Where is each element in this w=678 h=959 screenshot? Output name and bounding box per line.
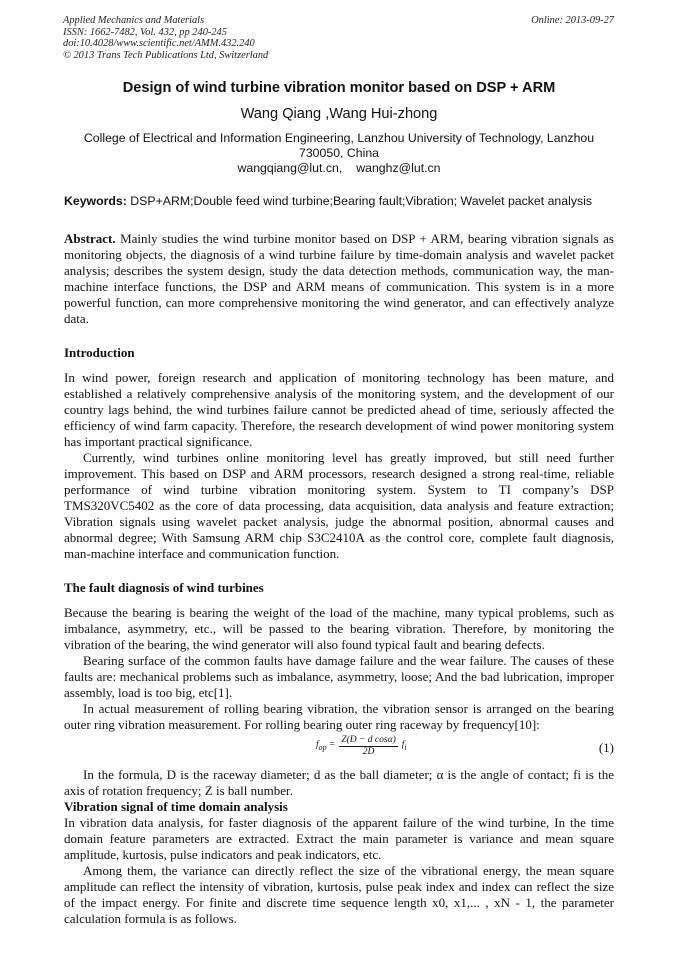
paper-body <box>64 231 614 927</box>
paragraph: In wind power, foreign research and application of monitoring technology has been mature, and established a relatively comprehensive analysis of the monitoring system, and the development of our country lags behind, the wind turbines failure cannot be predicted ahead of time, seriously affected the efficiency of wind farm capacity. Therefore, the research development of wind power monitoring system has important practical significance. <box>64 370 614 449</box>
affiliation: College of Electrical and Information Engineering, Lanzhou University of Technology, Lanzhou 730050, China <box>83 131 595 160</box>
abstract-label: Abstract. <box>64 231 116 246</box>
email-link[interactable]: wangqiang@lut.cn, <box>237 161 343 175</box>
section-heading-fault-diagnosis: The fault diagnosis of wind turbines <box>64 580 264 595</box>
page-header <box>63 15 268 61</box>
keywords-label: Keywords: <box>64 194 127 208</box>
keywords-text: DSP+ARM;Double feed wind turbine;Bearing fault;Vibration; Wavelet packet analysis <box>126 194 593 208</box>
paragraph: In vibration data analysis, for faster diagnosis of the apparent failure of the wind turbine, In the time domain feature parameters are extracted. Extract the main parameter is variance and mean square amplitude, kurtosis, pulse indicators and peak indicators, etc. <box>64 815 614 862</box>
doi-line: doi:10.4028/www.scientific.net/AMM.432.240 <box>63 38 255 50</box>
formula-denominator: 2D <box>362 747 375 757</box>
copyright-line: © 2013 Trans Tech Publications Ltd, Switzerland <box>63 49 269 61</box>
author-emails <box>0 161 678 175</box>
formula-lhs-subscript: op <box>318 742 327 752</box>
abstract-text: Mainly studies the wind turbine monitor based on DSP + ARM, bearing vibration signals as monitoring objects, the diagnosis of a wind turbine failure by time-domain analysis and wavelet packet analysis; describes the system design, study the data detection methods, communication way, the man-machine interface functions, the DSP and ARM means of communication. This system is in a more powerful function, can more comprehensive monitoring the wind generator, and can effectively analyze data. <box>64 231 614 326</box>
email-link[interactable]: wanghz@lut.cn <box>356 161 441 175</box>
author-list: Wang Qiang ,Wang Hui-zhong <box>240 106 438 122</box>
issn-line: ISSN: 1662-7482, Vol. 432, pp 240-245 <box>63 26 227 38</box>
equation-number: (1) <box>598 740 614 755</box>
paragraph: Among them, the variance can directly reflect the size of the vibrational energy, the mean square amplitude can reflect the intensity of vibration, kurtosis, pulse peak index and index can reflect the size of the impact energy. For finite and discrete time sequence length x0, x1,... , xN - 1, the parameter calculation formula is as follows. <box>64 863 614 926</box>
paragraph: Currently, wind turbines online monitoring level has greatly improved, but still need further improvement. This based on DSP and ARM processors, research designed a strong real-time, reliable performance of wind turbine vibration monitoring system. System to TI company’s DSP TMS320VC5402 as the core of data processing, data acquisition, data analysis and feature extraction; Vibration signals using wavelet packet analysis, judge the abnormal position, abnormal causes and abnormal degree; With Samsung ARM chip S3C2410A as the control core, complete fault diagnosis, man-machine interface and communication function. <box>64 450 614 561</box>
formula-rhs: f <box>401 740 405 751</box>
abstract-paragraph <box>64 231 614 327</box>
formula-rhs-subscript: i <box>404 742 407 752</box>
equation-1: $f_{op}$ = $\frac{\text{Z(D − d cosα)}}{2D}$ $f_i$ (1) <box>316 735 614 757</box>
paragraph: Bearing surface of the common faults have damage failure and the wear failure. The causes of these faults are: mechanical problems such as imbalance, asymmetry, loose; And the bad lubrication, improper assembly, load is too big, etc[1]. <box>64 653 614 700</box>
paragraph: Because the bearing is bearing the weight of the load of the machine, many typical problems, such as imbalance, asymmetry, etc., will be passed to the bearing vibration. Therefore, by monitoring the vibration of the bearing, the wind generator will also found typical fault and bearing defects. <box>64 605 614 652</box>
section-heading-introduction: Introduction <box>64 345 135 360</box>
paragraph: In the formula, D is the raceway diameter; d as the ball diameter; α is the angle of contact; fi is the axis of rotation frequency; Z is ball number. <box>64 767 614 798</box>
journal-name: Applied Mechanics and Materials <box>63 15 205 26</box>
paragraph: In actual measurement of rolling bearing vibration, the vibration sensor is arranged on the bearing outer ring vibration measurement. For rolling bearing outer ring raceway by frequency[10]: <box>64 701 614 732</box>
online-date: Online: 2013-09-27 <box>531 15 614 26</box>
formula-numerator: Z(D − d cosα) <box>341 735 396 745</box>
formula-lhs: f <box>316 740 319 751</box>
section-heading-time-domain: Vibration signal of time domain analysis <box>64 799 288 814</box>
keywords <box>64 194 614 208</box>
paper-title: Design of wind turbine vibration monitor based on DSP + ARM <box>122 80 556 96</box>
